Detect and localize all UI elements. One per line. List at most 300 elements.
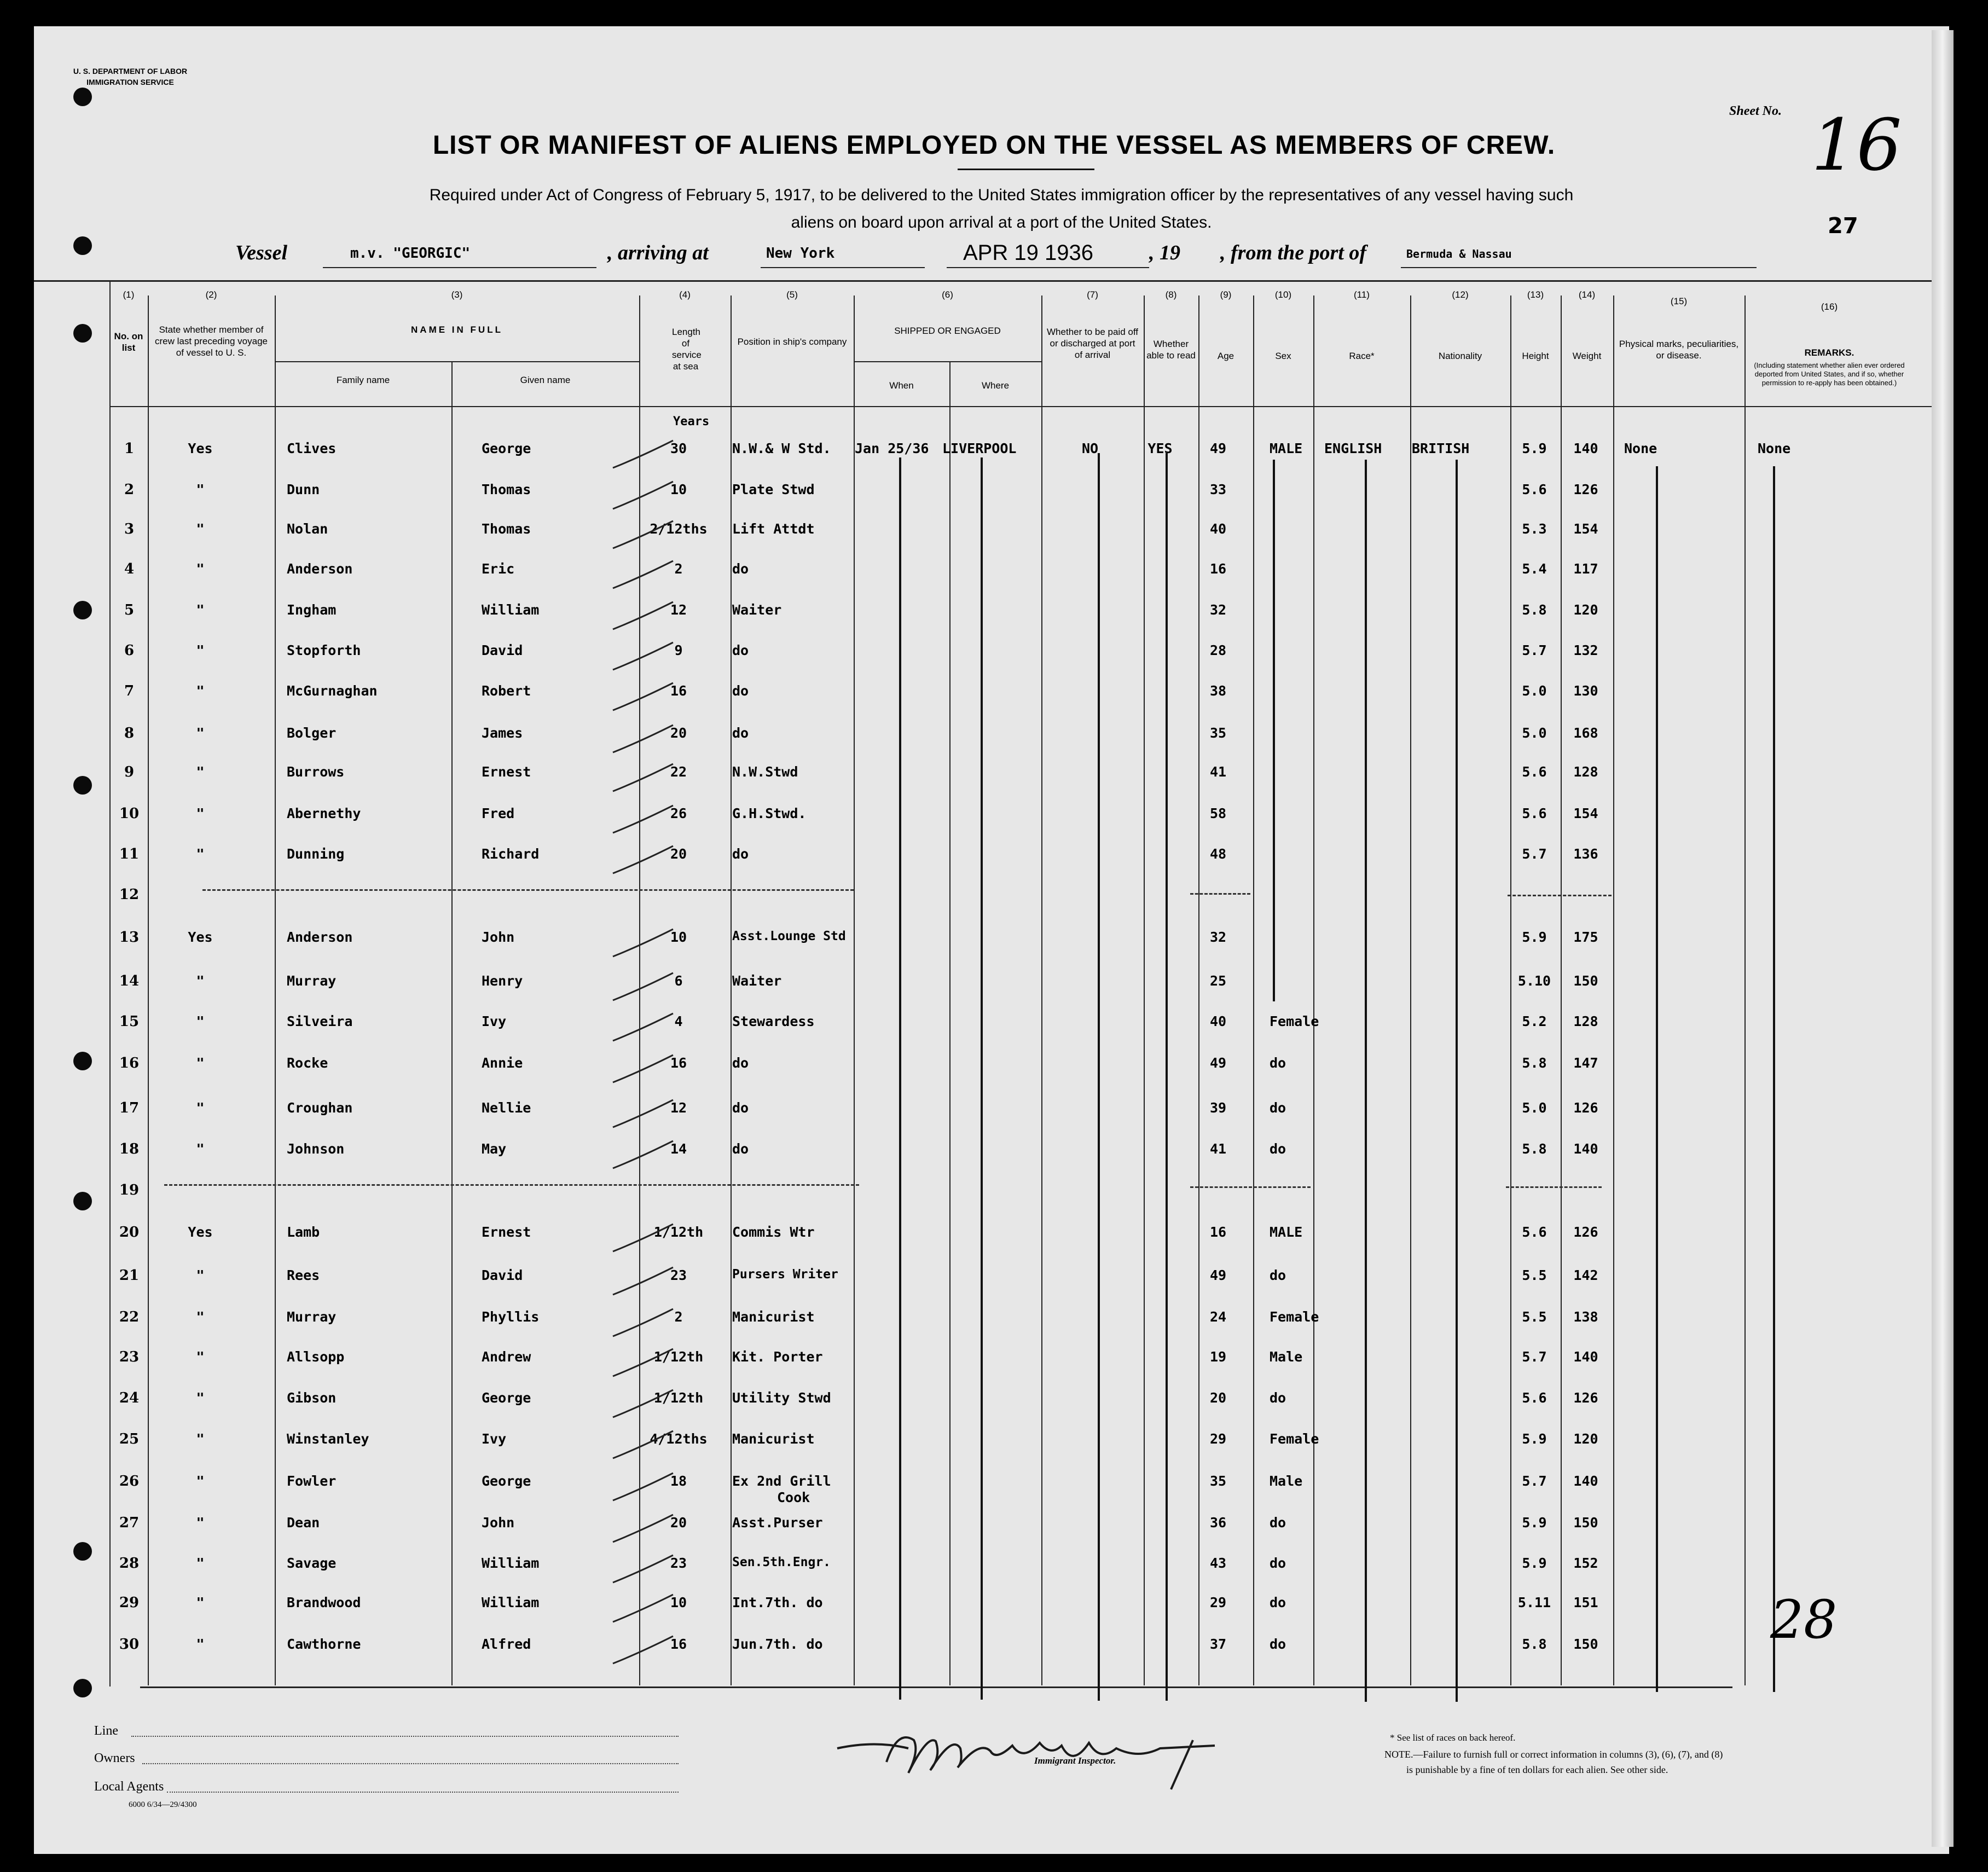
col4-header: Length of service at sea (672, 327, 702, 372)
cell-given: James (482, 725, 523, 741)
row-12-separator (1190, 893, 1250, 895)
row-number: 28 (119, 1555, 140, 1572)
cell-weight: 126 (1573, 482, 1598, 497)
vessel-label: Vessel (235, 241, 287, 264)
sheet-number: 16 (1811, 103, 1902, 187)
fine-note-1: NOTE.—Failure to furnish full or correct information in columns (3), (6), (7), and (8) (1384, 1749, 1723, 1760)
cell-family: Dean (287, 1515, 320, 1531)
service-tick-mark (613, 1100, 673, 1127)
cell-family: Clives (287, 441, 337, 456)
cell-family: Murray (287, 1309, 337, 1325)
col7-number: (7) (1087, 289, 1098, 300)
inspector-signature (832, 1718, 1226, 1800)
cell-weight: 130 (1573, 683, 1598, 699)
cell-height: 5.8 (1522, 1141, 1547, 1157)
cell-family: Murray (287, 973, 337, 989)
cell-given: George (482, 1473, 531, 1489)
cell-age: 40 (1209, 1013, 1227, 1029)
row-12-separator (1508, 895, 1612, 896)
subtitle-line-2: aliens on board upon arrival at a port of the United States. (791, 213, 1212, 231)
col15-header: Physical marks, peculiarities, or disease. (1619, 339, 1739, 361)
cell-service: 12 (670, 1100, 687, 1116)
cell-service: 23 (670, 1267, 687, 1283)
cell-height: 5.0 (1522, 725, 1547, 741)
cell-height: 5.8 (1522, 1636, 1547, 1652)
cell-family: Brandwood (287, 1595, 361, 1610)
cell-service: 23 (670, 1555, 687, 1571)
cell-service: 20 (670, 846, 687, 862)
row-number: 12 (119, 886, 140, 903)
cell-state: Yes (188, 441, 213, 456)
cell-state: " (196, 521, 205, 537)
cell-given: May (482, 1141, 507, 1157)
service-tick-mark (613, 929, 673, 957)
cell-state: " (196, 764, 205, 780)
cell-age: 48 (1209, 846, 1227, 862)
cell-age: 35 (1209, 725, 1227, 741)
cell-sex: Female (1270, 1013, 1319, 1029)
cell-service: 10 (670, 482, 687, 497)
cell-height: 5.4 (1522, 561, 1547, 577)
col5-header: Position in ship's company (737, 337, 847, 347)
cell-age: 35 (1209, 1473, 1227, 1489)
cell-weight: 175 (1573, 929, 1598, 945)
service-tick-mark (613, 1013, 673, 1041)
from-label: , from the port of (1220, 241, 1367, 264)
cell-state: " (196, 1309, 205, 1325)
row-number: 21 (119, 1267, 140, 1284)
row-number: 17 (119, 1100, 140, 1116)
cell-given: David (482, 1267, 523, 1283)
cell-sex: do (1270, 1390, 1286, 1406)
cell-position: Pursers Writer (732, 1267, 838, 1282)
cell-given: John (482, 1515, 515, 1531)
cell-weight: 140 (1573, 1473, 1598, 1489)
column-rule (451, 361, 453, 1685)
form-number: 6000 6/34—29/4300 (129, 1800, 197, 1809)
ditto-line (1166, 453, 1168, 1701)
col11-number: (11) (1354, 289, 1370, 300)
cell-state: " (196, 482, 205, 497)
cell-given: Annie (482, 1055, 523, 1071)
service-tick-mark (613, 602, 673, 629)
cell-weight: 126 (1573, 1390, 1598, 1406)
col16-note: (Including statement whether alien ever ordered deported from United States, and if so, whether permission to re-apply has been obtained.) (1754, 361, 1905, 387)
cell-position: N.W.Stwd (732, 764, 798, 780)
cell-age: 39 (1209, 1100, 1227, 1116)
cell-family: Burrows (287, 764, 345, 780)
cell-service: 20 (670, 725, 687, 741)
stamped-date: APR 19 1936 (963, 241, 1093, 265)
service-tick-mark (613, 1595, 673, 1622)
row-number: 18 (119, 1141, 140, 1157)
cell-position: do (732, 642, 749, 658)
cell-sex: do (1270, 1595, 1286, 1610)
cell-height: 5.9 (1522, 1431, 1547, 1447)
cell-service: 2 (674, 561, 683, 577)
cell-service: 4 (674, 1013, 683, 1029)
cell-sex: do (1270, 1100, 1286, 1116)
binder-hole (73, 324, 92, 343)
cell-service: 10 (670, 1595, 687, 1610)
cell-where: LIVERPOOL (942, 441, 1017, 456)
cell-weight: 126 (1573, 1100, 1598, 1116)
binder-hole (73, 1679, 92, 1697)
column-rule (949, 361, 950, 1685)
cell-family: Savage (287, 1555, 337, 1571)
row-number: 26 (119, 1473, 140, 1490)
service-tick-mark (613, 1349, 673, 1376)
cell-family: Bolger (287, 725, 337, 741)
page-title: LIST OR MANIFEST OF ALIENS EMPLOYED ON THE VESSEL AS MEMBERS OF CREW. (432, 131, 1556, 160)
cell-sex: Female (1270, 1309, 1319, 1325)
fine-note-2: is punishable by a fine of ten dollars for each alien. See other side. (1406, 1764, 1668, 1775)
cell-family: Anderson (287, 929, 353, 945)
column-rule (1041, 295, 1042, 1685)
years-label: Years (673, 415, 710, 428)
agents-label: Local Agents (94, 1780, 164, 1794)
vessel-underline (323, 267, 596, 268)
cell-age: 16 (1209, 1224, 1227, 1240)
service-tick-mark (613, 1555, 673, 1583)
service-tick-mark (613, 1267, 673, 1295)
cell-family: Rocke (287, 1055, 328, 1071)
arriving-port: New York (766, 245, 835, 262)
row-number: 15 (119, 1013, 140, 1030)
from-port: Bermuda & Nassau (1406, 247, 1512, 260)
col1-header: No. on list (114, 331, 143, 353)
row-19-separator (1190, 1186, 1311, 1188)
cell-state: " (196, 1636, 205, 1652)
service-tick-mark (613, 521, 673, 548)
department-name: U. S. DEPARTMENT OF LABOR (73, 67, 188, 76)
row-number: 23 (119, 1349, 140, 1365)
row-number: 24 (119, 1390, 140, 1406)
cell-position-continued: Cook (777, 1490, 810, 1505)
service-name: IMMIGRATION SERVICE (86, 78, 174, 86)
cell-position: Sen.5th.Engr. (732, 1555, 831, 1569)
row-number: 10 (119, 805, 140, 822)
cell-service: 2/12ths (650, 521, 708, 537)
cell-weight: 140 (1573, 441, 1598, 456)
cell-family: Dunning (287, 846, 345, 862)
cell-service: 16 (670, 1636, 687, 1652)
row-number: 29 (119, 1595, 140, 1611)
cell-state: " (196, 642, 205, 658)
cell-age: 32 (1209, 602, 1227, 618)
cell-weight: 140 (1573, 1349, 1598, 1365)
cell-height: 5.9 (1522, 1515, 1547, 1531)
when-header: When (889, 380, 914, 391)
cell-age: 36 (1209, 1515, 1227, 1531)
col13-header: Height (1522, 351, 1549, 361)
owners-label: Owners (94, 1751, 135, 1765)
cell-service: 1/12th (653, 1349, 704, 1365)
col12-header: Nationality (1438, 351, 1482, 361)
cell-weight: 117 (1573, 561, 1598, 577)
cell-service: 9 (674, 642, 683, 658)
col8-header: Whether able to read (1146, 339, 1196, 361)
row-number: 14 (119, 973, 140, 989)
cell-sex: do (1270, 1515, 1286, 1531)
cell-family: Gibson (287, 1390, 337, 1406)
cell-service: 2 (674, 1309, 683, 1325)
cell-age: 16 (1209, 561, 1227, 577)
cell-age: 49 (1209, 1267, 1227, 1283)
cell-state: " (196, 725, 205, 741)
cell-weight: 138 (1573, 1309, 1598, 1325)
port-underline (1401, 267, 1757, 268)
cell-family: Dunn (287, 482, 320, 497)
cell-position: Jun.7th. do (732, 1636, 823, 1652)
column-rule (275, 295, 276, 1685)
ditto-line (1365, 460, 1367, 1702)
cell-height: 5.6 (1522, 805, 1547, 821)
cell-given: Eric (482, 561, 515, 577)
cell-position: do (732, 1055, 749, 1071)
handwritten-total: 28 (1770, 1589, 1838, 1650)
race-note: * See list of races on back hereof. (1390, 1732, 1516, 1743)
cell-state: " (196, 1431, 205, 1447)
cell-height: 5.6 (1522, 1390, 1547, 1406)
cell-sex: MALE (1270, 1224, 1303, 1240)
col6-number: (6) (942, 289, 953, 300)
cell-service: 6 (674, 973, 683, 989)
cell-given: John (482, 929, 515, 945)
cell-given: Phyllis (482, 1309, 540, 1325)
cell-height: 5.11 (1517, 1595, 1551, 1610)
row-number: 30 (119, 1636, 140, 1653)
cell-position: Plate Stwd (732, 482, 815, 497)
cell-weight: 152 (1573, 1555, 1598, 1571)
row-number: 3 (124, 521, 135, 537)
cell-height: 5.9 (1522, 441, 1547, 456)
cell-age: 33 (1209, 482, 1227, 497)
col13-number: (13) (1527, 289, 1544, 300)
cell-given: William (482, 602, 540, 618)
cell-when: Jan 25/36 (855, 441, 929, 456)
service-tick-mark (613, 764, 673, 791)
cell-age: 25 (1209, 973, 1227, 989)
cell-service: 14 (670, 1141, 687, 1157)
row-number: 22 (119, 1309, 140, 1325)
ditto-line (1656, 466, 1658, 1692)
cell-family: Lamb (287, 1224, 320, 1240)
row-number: 8 (124, 725, 135, 741)
col11-header: Race* (1349, 351, 1375, 361)
row-19-separator (1506, 1186, 1602, 1188)
col10-number: (10) (1274, 289, 1292, 300)
cell-state: " (196, 1055, 205, 1071)
service-tick-mark (613, 1390, 673, 1417)
cell-state: Yes (188, 1224, 213, 1240)
col2-number: (2) (205, 289, 217, 300)
cell-position: Commis Wtr (732, 1224, 815, 1240)
cell-weight: 126 (1573, 1224, 1598, 1240)
cell-service: 4/12ths (650, 1431, 708, 1447)
cell-weight: 120 (1573, 1431, 1598, 1447)
cell-position: do (732, 1141, 749, 1157)
cell-weight: 151 (1573, 1595, 1598, 1610)
col7-header: Whether to be paid off or discharged at port of arrival (1047, 327, 1138, 360)
col14-header: Weight (1572, 351, 1602, 361)
cell-height: 5.5 (1522, 1267, 1547, 1283)
ditto-line (899, 457, 901, 1700)
table-bottom-rule (140, 1686, 1732, 1688)
service-tick-mark (613, 1515, 673, 1542)
cell-given: Alfred (482, 1636, 531, 1652)
cell-position: Kit. Porter (732, 1349, 823, 1365)
row-number: 4 (124, 561, 135, 577)
cell-family: Croughan (287, 1100, 353, 1116)
column-rule (1144, 295, 1145, 1685)
family-name-header: Family name (336, 375, 390, 385)
cell-state: " (196, 973, 205, 989)
vessel-name: m.v. "GEORGIC" (350, 245, 471, 262)
ditto-line (1456, 460, 1458, 1702)
cell-height: 5.6 (1522, 1224, 1547, 1240)
col1-number: (1) (123, 289, 135, 300)
service-tick-mark (613, 805, 673, 833)
service-tick-mark (613, 1055, 673, 1082)
cell-age: 28 (1209, 642, 1227, 658)
cell-state: Yes (188, 929, 213, 945)
service-tick-mark (613, 1473, 673, 1500)
column-rule (1744, 295, 1746, 1685)
col12-number: (12) (1452, 289, 1469, 300)
cell-weight: 150 (1573, 973, 1598, 989)
cell-state: " (196, 602, 205, 618)
cell-position: do (732, 1100, 749, 1116)
cell-given: George (482, 1390, 531, 1406)
column-rule (1410, 295, 1411, 1685)
row-number: 2 (124, 482, 135, 498)
cell-family: Stopforth (287, 642, 361, 658)
cell-sex: do (1270, 1636, 1286, 1652)
cell-service: 16 (670, 683, 687, 699)
cell-family: Abernethy (287, 805, 361, 821)
cell-height: 5.5 (1522, 1309, 1547, 1325)
cell-sex: Male (1270, 1349, 1303, 1365)
cell-family: Rees (287, 1267, 320, 1283)
cell-position: Manicurist (732, 1309, 815, 1325)
row-number: 13 (119, 929, 140, 946)
cell-height: 5.10 (1517, 973, 1551, 989)
col9-header: Age (1217, 351, 1234, 361)
cell-given: Thomas (482, 521, 531, 537)
cell-given: Henry (482, 973, 523, 989)
cell-family: Silveira (287, 1013, 353, 1029)
cell-position: Asst.Lounge Std (732, 929, 846, 943)
cell-height: 5.0 (1522, 1100, 1547, 1116)
row-number: 5 (124, 602, 135, 618)
cell-position: Waiter (732, 602, 782, 618)
cell-weight: 140 (1573, 1141, 1598, 1157)
cell-age: 49 (1209, 441, 1227, 456)
cell-age: 32 (1209, 929, 1227, 945)
cell-service: 1/12th (653, 1224, 704, 1240)
department-heading (65, 66, 196, 88)
page-edge (1932, 30, 1954, 1847)
cell-height: 5.2 (1522, 1013, 1547, 1029)
name-subheader-rule (275, 361, 639, 362)
page-subtitle (208, 182, 1795, 236)
row-number: 9 (124, 764, 135, 780)
subtitle-line-1: Required under Act of Congress of February 5, 1917, to be delivered to the United States immigration officer by the representatives of any vessel having such (429, 186, 1574, 204)
sheet-label: Sheet No. (1729, 104, 1782, 118)
col14-number: (14) (1578, 289, 1596, 300)
cell-position: Waiter (732, 973, 782, 989)
cell-state: " (196, 1515, 205, 1531)
cell-state: " (196, 1013, 205, 1029)
cell-position: Ex 2nd Grill (732, 1473, 831, 1489)
cell-age: 20 (1209, 1390, 1227, 1406)
cell-state: " (196, 683, 205, 699)
cell-weight: 150 (1573, 1515, 1598, 1531)
cell-weight: 132 (1573, 642, 1598, 658)
cell-family: Anderson (287, 561, 353, 577)
row-12-separator (202, 889, 854, 891)
cell-given: Andrew (482, 1349, 531, 1365)
cell-age: 49 (1209, 1055, 1227, 1071)
row-number: 20 (119, 1224, 140, 1241)
cell-age: 41 (1209, 764, 1227, 780)
cell-age: 37 (1209, 1636, 1227, 1652)
row-number: 7 (124, 683, 135, 699)
cell-service: 22 (670, 764, 687, 780)
cell-service: 10 (670, 929, 687, 945)
cell-weight: 150 (1573, 1636, 1598, 1652)
cell-age: 40 (1209, 521, 1227, 537)
row-number: 16 (119, 1055, 140, 1071)
cell-race: ENGLISH (1324, 441, 1382, 456)
cell-position: do (732, 683, 749, 699)
cell-height: 5.6 (1522, 482, 1547, 497)
sheet-subnumber: 27 (1828, 213, 1858, 239)
cell-given: George (482, 441, 531, 456)
cell-position: do (732, 846, 749, 862)
cell-given: Ivy (482, 1431, 507, 1447)
header-bottom-rule (109, 406, 1932, 407)
cell-service: 20 (670, 1515, 687, 1531)
col8-number: (8) (1165, 289, 1177, 300)
cell-state: " (196, 1595, 205, 1610)
cell-marks: None (1624, 441, 1657, 456)
cell-remarks: None (1758, 441, 1791, 456)
service-tick-mark (613, 683, 673, 710)
cell-position: G.H.Stwd. (732, 805, 807, 821)
col3-number: (3) (451, 289, 463, 300)
row-number: 25 (119, 1431, 140, 1447)
cell-sex: do (1270, 1555, 1286, 1571)
cell-sex: do (1270, 1267, 1286, 1283)
cell-sex: Female (1270, 1431, 1319, 1447)
cell-read: YES (1147, 441, 1173, 456)
cell-weight: 120 (1573, 602, 1598, 618)
cell-given: Ernest (482, 1224, 531, 1240)
cell-age: 43 (1209, 1555, 1227, 1571)
cell-state: " (196, 805, 205, 821)
col5-number: (5) (786, 289, 798, 300)
cell-position: Asst.Purser (732, 1515, 823, 1531)
cell-sex: do (1270, 1141, 1286, 1157)
vessel-line (235, 241, 1757, 269)
cell-given: Robert (482, 683, 531, 699)
col16-number: (16) (1821, 302, 1838, 312)
cell-given: David (482, 642, 523, 658)
cell-height: 5.8 (1522, 1055, 1547, 1071)
cell-height: 5.9 (1522, 1555, 1547, 1571)
